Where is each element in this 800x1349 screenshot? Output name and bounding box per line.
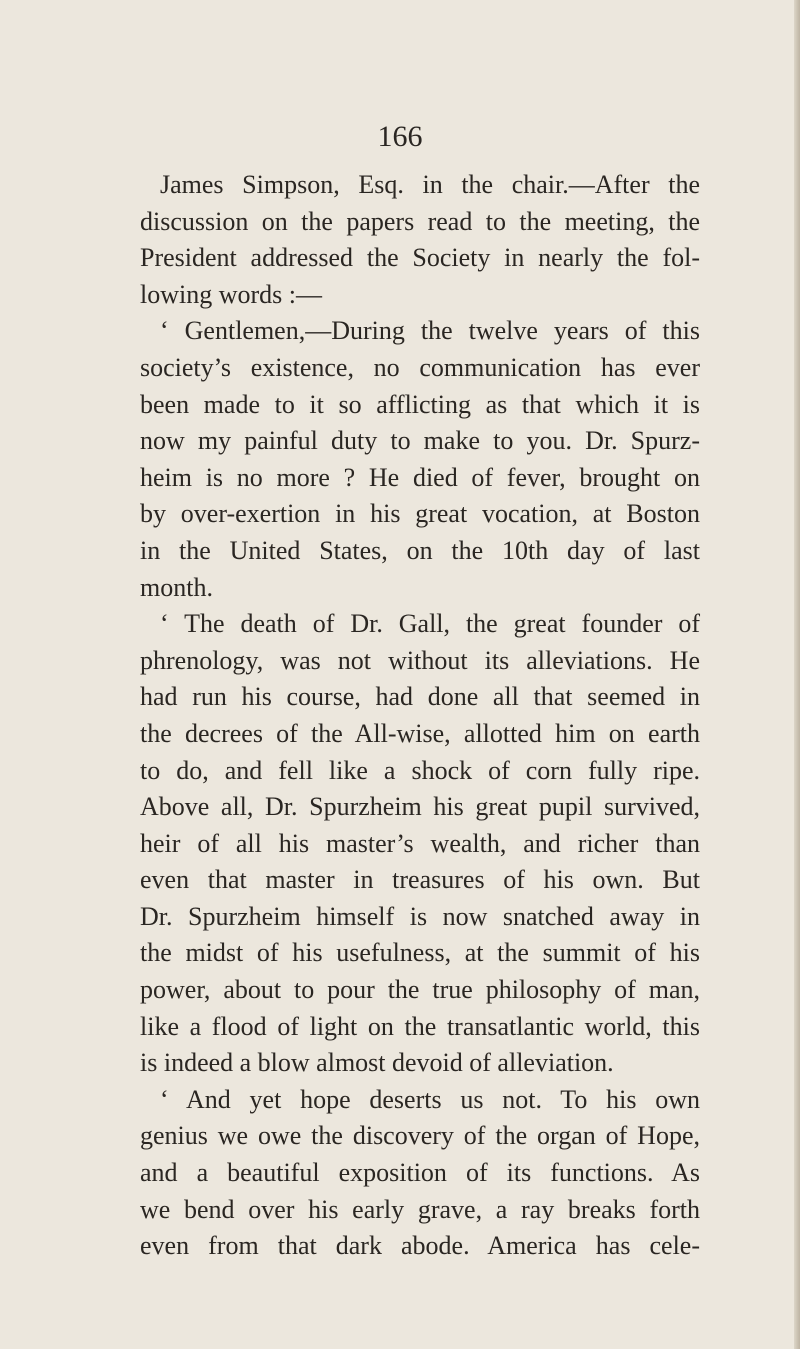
text-line: phrenology, was not without its alleviations. He bbox=[140, 645, 700, 675]
page-number: 166 bbox=[377, 120, 423, 153]
text-line: society’s existence, no communication has ever bbox=[140, 352, 700, 382]
body-text bbox=[140, 167, 700, 1265]
text-line: by over-exertion in his great vocation, at Boston bbox=[140, 499, 700, 529]
text-line: now my painful duty to make to you. Dr. Spurz- bbox=[140, 426, 700, 456]
text-line: even that master in treasures of his own. But bbox=[140, 865, 700, 895]
text-line: ‘ Gentlemen,—During the twelve years of this bbox=[160, 316, 700, 346]
text-line: like a flood of light on the transatlantic world, this bbox=[140, 1011, 700, 1041]
text-line: in the United States, on the 10th day of last bbox=[140, 535, 700, 565]
text-line: we bend over his early grave, a ray breaks forth bbox=[140, 1194, 700, 1224]
text-line: ‘ And yet hope deserts us not. To his own bbox=[160, 1084, 700, 1114]
text-line: President addressed the Society in nearly the fol- bbox=[140, 243, 700, 273]
text-line: the midst of his usefulness, at the summit of his bbox=[140, 938, 700, 968]
text-line: heir of all his master’s wealth, and richer than bbox=[140, 828, 700, 858]
text-line: ‘ The death of Dr. Gall, the great founder of bbox=[160, 609, 700, 639]
text-line: month. bbox=[140, 572, 213, 602]
text-line: been made to it so afflicting as that which it is bbox=[140, 389, 700, 419]
text-line: Dr. Spurzheim himself is now snatched away in bbox=[140, 901, 700, 931]
text-line: discussion on the papers read to the meeting, the bbox=[140, 206, 700, 236]
text-line: Above all, Dr. Spurzheim his great pupil survived, bbox=[140, 792, 700, 822]
text-line: to do, and fell like a shock of corn fully ripe. bbox=[140, 755, 700, 785]
text-line: genius we owe the discovery of the organ of Hope, bbox=[140, 1121, 700, 1151]
text-line: lowing words :— bbox=[140, 279, 322, 309]
text-line: had run his course, had done all that seemed in bbox=[140, 682, 700, 712]
text-line: the decrees of the All-wise, allotted him on earth bbox=[140, 718, 700, 748]
text-line: power, about to pour the true philosophy of man, bbox=[140, 975, 700, 1005]
text-line: James Simpson, Esq. in the chair.—After the bbox=[160, 170, 700, 199]
page-edge bbox=[794, 0, 800, 1349]
text-line: is indeed a blow almost devoid of alleviation. bbox=[140, 1048, 614, 1078]
text-line: heim is no more ? He died of fever, brought on bbox=[140, 462, 700, 492]
text-line: even from that dark abode. America has cele- bbox=[140, 1231, 700, 1261]
text-line: and a beautiful exposition of its functions. As bbox=[140, 1158, 700, 1188]
